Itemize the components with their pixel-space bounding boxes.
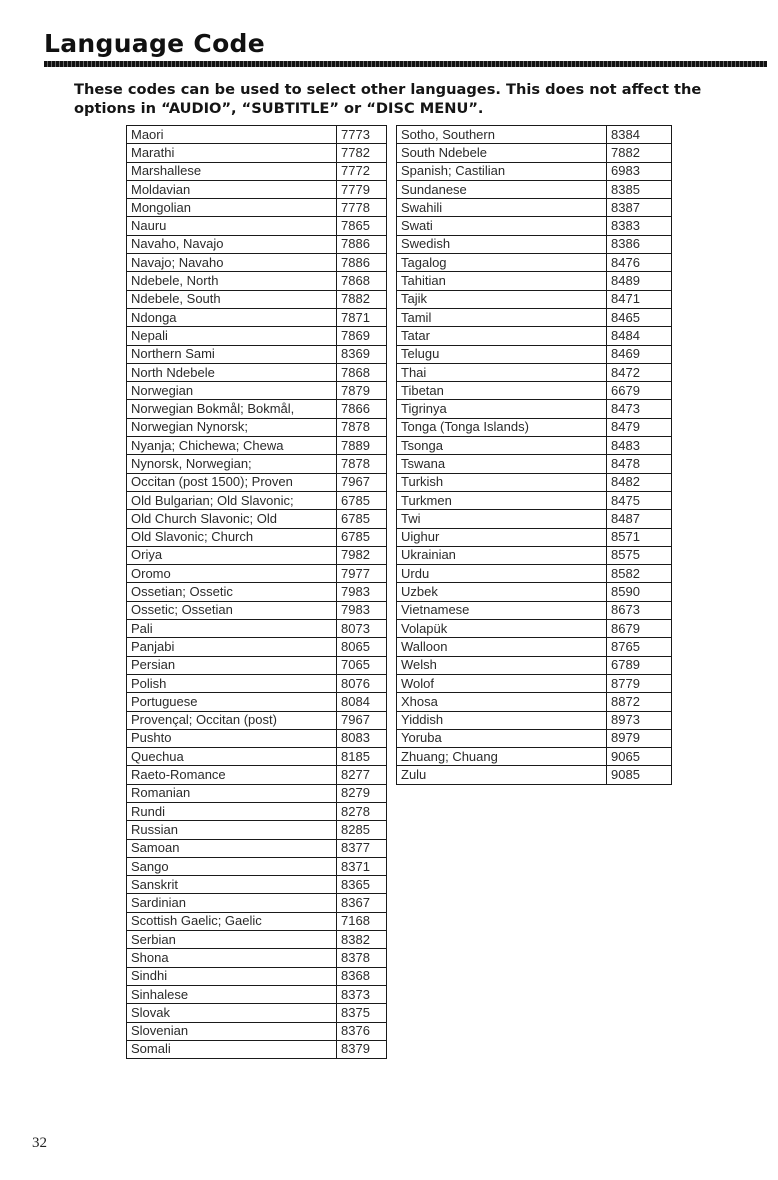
table-row [397,126,672,144]
language-name: Oriya [127,546,337,564]
table-row [127,272,387,290]
language-code: 8489 [607,272,672,290]
language-name: Quechua [127,748,337,766]
language-code: 6983 [607,162,672,180]
table-row [127,729,387,747]
language-name: Yiddish [397,711,607,729]
page-number: 32 [32,1135,47,1151]
language-code: 7882 [337,290,387,308]
language-name: Walloon [397,638,607,656]
language-name: Norwegian Bokmål; Bokmål, [127,400,337,418]
table-row [127,693,387,711]
table-row [397,528,672,546]
language-name: Pushto [127,729,337,747]
language-code: 8373 [337,985,387,1003]
language-name: Nepali [127,327,337,345]
language-name: Uzbek [397,583,607,601]
language-name: Occitan (post 1500); Proven [127,473,337,491]
language-code: 7168 [337,912,387,930]
language-code: 8385 [607,180,672,198]
language-code: 8369 [337,345,387,363]
table-row [127,1004,387,1022]
language-code: 8473 [607,400,672,418]
language-name: Romanian [127,784,337,802]
language-code: 8590 [607,583,672,601]
table-row [127,821,387,839]
language-name: Slovak [127,1004,337,1022]
table-row [127,565,387,583]
table-row [127,949,387,967]
language-name: Nyanja; Chichewa; Chewa [127,437,337,455]
language-code: 8571 [607,528,672,546]
language-name: Swahili [397,199,607,217]
table-row [127,491,387,509]
language-name: Yoruba [397,729,607,747]
language-name: Old Bulgarian; Old Slavonic; [127,491,337,509]
language-code: 8277 [337,766,387,784]
language-name: Samoan [127,839,337,857]
language-name: Vietnamese [397,601,607,619]
table-body-left [127,126,387,1059]
language-name: Navajo; Navaho [127,254,337,272]
table-row [127,967,387,985]
language-code: 8386 [607,235,672,253]
page-title: Language Code [44,29,265,58]
title-divider [44,61,767,67]
language-code: 8375 [337,1004,387,1022]
language-name: Russian [127,821,337,839]
language-code: 7983 [337,583,387,601]
language-name: Maori [127,126,337,144]
language-code: 7967 [337,473,387,491]
language-code: 8383 [607,217,672,235]
language-code: 8979 [607,729,672,747]
table-row [397,491,672,509]
language-name: Tatar [397,327,607,345]
table-row [397,674,672,692]
language-code: 6785 [337,528,387,546]
table-row [127,546,387,564]
language-code: 8476 [607,254,672,272]
table-row [397,748,672,766]
language-code: 7882 [607,144,672,162]
language-code: 8065 [337,638,387,656]
language-name: Volapük [397,620,607,638]
language-code: 8368 [337,967,387,985]
language-code: 7878 [337,418,387,436]
language-name: Pali [127,620,337,638]
language-name: Provençal; Occitan (post) [127,711,337,729]
table-row [127,510,387,528]
table-row [397,308,672,326]
language-name: Swati [397,217,607,235]
language-name: Spanish; Castilian [397,162,607,180]
language-name: Twi [397,510,607,528]
table-row [127,254,387,272]
language-name: Turkmen [397,491,607,509]
table-row [397,766,672,784]
language-code: 7871 [337,308,387,326]
table-row [127,583,387,601]
table-row [127,894,387,912]
language-code: 7886 [337,235,387,253]
table-row [397,235,672,253]
table-row [397,510,672,528]
table-row [127,674,387,692]
language-name: Ukrainian [397,546,607,564]
language-code: 7779 [337,180,387,198]
language-name: Old Church Slavonic; Old [127,510,337,528]
language-code: 8872 [607,693,672,711]
language-name: Navaho, Navajo [127,235,337,253]
language-code: 6679 [607,382,672,400]
language-name: Sotho, Southern [397,126,607,144]
table-row [127,766,387,784]
language-name: Wolof [397,674,607,692]
language-code: 7982 [337,546,387,564]
table-body-right [397,126,672,785]
language-code: 9085 [607,766,672,784]
language-code: 8185 [337,748,387,766]
language-name: Tahitian [397,272,607,290]
language-name: Nynorsk, Norwegian; [127,455,337,473]
table-row [397,180,672,198]
language-name: Telugu [397,345,607,363]
language-code: 8365 [337,876,387,894]
table-row [397,638,672,656]
language-name: Oromo [127,565,337,583]
language-name: Ndonga [127,308,337,326]
language-code: 7967 [337,711,387,729]
language-code: 7065 [337,656,387,674]
table-row [397,565,672,583]
table-row [397,473,672,491]
table-row [127,437,387,455]
table-row [397,363,672,381]
table-row [397,144,672,162]
language-name: Old Slavonic; Church [127,528,337,546]
language-name: Tagalog [397,254,607,272]
table-row [397,290,672,308]
language-code: 7977 [337,565,387,583]
table-row [397,546,672,564]
language-code-table-right [396,125,672,785]
table-row [127,528,387,546]
language-name: Urdu [397,565,607,583]
table-row [127,382,387,400]
language-name: Sardinian [127,894,337,912]
language-name: Ndebele, North [127,272,337,290]
language-name: Marshallese [127,162,337,180]
table-row [127,985,387,1003]
table-row [397,583,672,601]
language-code: 8073 [337,620,387,638]
language-code: 8482 [607,473,672,491]
language-code: 8084 [337,693,387,711]
table-row [127,217,387,235]
table-row [127,839,387,857]
language-code: 7868 [337,363,387,381]
language-name: Slovenian [127,1022,337,1040]
language-name: Welsh [397,656,607,674]
table-row [397,729,672,747]
table-row [127,620,387,638]
language-code: 8278 [337,802,387,820]
language-name: Tamil [397,308,607,326]
table-row [397,345,672,363]
language-code: 6789 [607,656,672,674]
language-name: Zulu [397,766,607,784]
table-row [127,400,387,418]
language-code: 8083 [337,729,387,747]
language-code: 7865 [337,217,387,235]
table-row [397,400,672,418]
language-code: 8382 [337,931,387,949]
language-name: Sindhi [127,967,337,985]
language-code: 6785 [337,510,387,528]
table-row [397,693,672,711]
language-code: 7778 [337,199,387,217]
language-name: Swedish [397,235,607,253]
language-code: 8479 [607,418,672,436]
language-code: 8484 [607,327,672,345]
table-row [127,876,387,894]
language-name: Persian [127,656,337,674]
table-row [127,1022,387,1040]
language-name: Ossetian; Ossetic [127,583,337,601]
language-code: 8378 [337,949,387,967]
language-code: 7772 [337,162,387,180]
language-name: Norwegian [127,382,337,400]
table-row [397,711,672,729]
language-code: 6785 [337,491,387,509]
language-code: 8384 [607,126,672,144]
language-name: Rundi [127,802,337,820]
language-code: 7869 [337,327,387,345]
table-row [127,363,387,381]
table-row [127,1040,387,1058]
table-row [127,327,387,345]
language-name: Nauru [127,217,337,235]
language-name: Tibetan [397,382,607,400]
language-code: 8367 [337,894,387,912]
language-name: Serbian [127,931,337,949]
language-name: Zhuang; Chuang [397,748,607,766]
language-name: Sinhalese [127,985,337,1003]
language-name: Sundanese [397,180,607,198]
language-code: 8376 [337,1022,387,1040]
language-code: 8379 [337,1040,387,1058]
language-code: 7773 [337,126,387,144]
language-code: 8483 [607,437,672,455]
language-code: 8471 [607,290,672,308]
table-row [127,308,387,326]
language-code: 8478 [607,455,672,473]
table-row [127,711,387,729]
language-name: Marathi [127,144,337,162]
language-code: 7782 [337,144,387,162]
language-name: Mongolian [127,199,337,217]
language-code: 7866 [337,400,387,418]
table-row [397,382,672,400]
language-code: 9065 [607,748,672,766]
table-row [127,473,387,491]
language-code: 8673 [607,601,672,619]
language-name: Xhosa [397,693,607,711]
table-row [127,931,387,949]
table-row [127,802,387,820]
language-code: 7868 [337,272,387,290]
table-row [397,455,672,473]
language-code: 7889 [337,437,387,455]
language-code: 7886 [337,254,387,272]
table-row [127,638,387,656]
language-code: 7878 [337,455,387,473]
table-row [127,199,387,217]
table-row [127,857,387,875]
table-row [397,601,672,619]
table-row [127,162,387,180]
language-code: 8475 [607,491,672,509]
language-code: 8076 [337,674,387,692]
intro-text: These codes can be used to select other languages. This does not affect the options in “AUDIO”, “SUBTITLE” or “DISC MENU”. [74,81,702,117]
table-row [127,180,387,198]
table-row [397,620,672,638]
table-row [397,199,672,217]
table-row [397,162,672,180]
table-row [127,144,387,162]
table-row [127,235,387,253]
language-code: 8469 [607,345,672,363]
language-name: Sanskrit [127,876,337,894]
language-code: 8285 [337,821,387,839]
language-name: Tswana [397,455,607,473]
language-name: Panjabi [127,638,337,656]
language-name: Northern Sami [127,345,337,363]
language-code: 8472 [607,363,672,381]
language-name: Tajik [397,290,607,308]
table-row [127,748,387,766]
table-row [127,601,387,619]
language-name: Uighur [397,528,607,546]
language-name: Norwegian Nynorsk; [127,418,337,436]
language-name: North Ndebele [127,363,337,381]
language-name: Shona [127,949,337,967]
language-code: 8779 [607,674,672,692]
language-name: Thai [397,363,607,381]
language-code: 7879 [337,382,387,400]
language-name: Portuguese [127,693,337,711]
table-row [127,656,387,674]
language-name: Tigrinya [397,400,607,418]
language-code: 8371 [337,857,387,875]
language-code: 8575 [607,546,672,564]
language-name: Turkish [397,473,607,491]
table-row [127,126,387,144]
language-code: 8487 [607,510,672,528]
language-name: Tsonga [397,437,607,455]
table-row [397,254,672,272]
table-row [127,290,387,308]
language-code: 8387 [607,199,672,217]
language-name: Ossetic; Ossetian [127,601,337,619]
language-code: 8973 [607,711,672,729]
table-row [397,272,672,290]
table-row [397,656,672,674]
table-row [397,217,672,235]
language-name: Raeto-Romance [127,766,337,784]
table-row [397,437,672,455]
language-name: Tonga (Tonga Islands) [397,418,607,436]
table-row [127,912,387,930]
language-code: 8679 [607,620,672,638]
language-name: Ndebele, South [127,290,337,308]
table-row [127,418,387,436]
table-row [397,327,672,345]
language-name: Polish [127,674,337,692]
table-row [397,418,672,436]
language-name: Sango [127,857,337,875]
language-code: 8582 [607,565,672,583]
language-code: 8279 [337,784,387,802]
language-code: 8465 [607,308,672,326]
language-code-table-left [126,125,387,1059]
language-name: Moldavian [127,180,337,198]
table-row [127,345,387,363]
language-name: Somali [127,1040,337,1058]
language-name: South Ndebele [397,144,607,162]
table-row [127,784,387,802]
language-code: 8377 [337,839,387,857]
language-code: 7983 [337,601,387,619]
table-row [127,455,387,473]
language-name: Scottish Gaelic; Gaelic [127,912,337,930]
language-code: 8765 [607,638,672,656]
